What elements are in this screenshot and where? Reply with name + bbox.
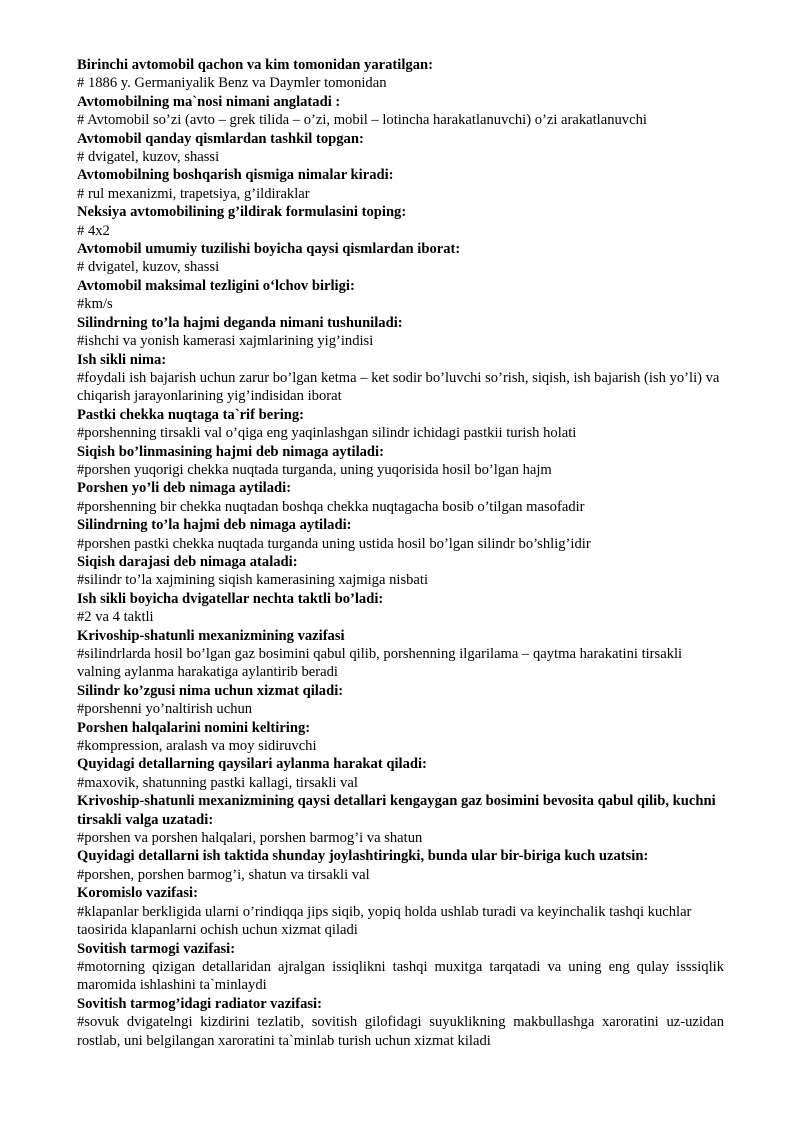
question-11: Siqish bo’linmasining hajmi deb nimaga aytiladi: [77, 443, 384, 460]
answer-6: # dvigatel, kuzov, shassi [77, 259, 220, 276]
question-20: Krivoship-shatunli mexanizmining qaysi detallari kengaygan gaz bosimini bevosita qabul qilib, kuchni tirsakli valga uzatadi: [77, 793, 716, 828]
question-24: Sovitish tarmog’idagi radiator vazifasi: [77, 995, 322, 1012]
question-23: Sovitish tarmogi vazifasi: [77, 940, 236, 957]
question-14: Siqish darajasi deb nimaga ataladi: [77, 553, 298, 570]
answer-4: # rul mexanizmi, trapetsiya, g’ildiraklar [77, 185, 310, 202]
question-8: Silindrning to’la hajmi deganda nimani tushuniladi: [77, 314, 403, 331]
answer-16: #silindrlarda hosil bo’lgan gaz bosimini qabul qilib, porshenning ilgarilama – qaytma harakatini tirsakli valning aylanma harakatiga aylantirib beradi [77, 646, 683, 681]
question-10: Pastki chekka nuqtaga ta`rif bering: [77, 406, 305, 423]
answer-1: # 1886 y. Germaniyalik Benz va Daymler tomonidan [77, 75, 387, 92]
answer-14: #silindr to’la xajmining siqish kamerasining xajmiga nisbati [77, 572, 429, 589]
question-9: Ish sikli nima: [77, 351, 167, 368]
answer-17: #porshenni yo’naltirish uchun [77, 701, 253, 718]
answer-9: #foydali ish bajarish uchun zarur bo’lgan ketma – ket sodir bo’luvchi so’rish, siqish, ish bajarish (ish yo’li) va chiqarish jarayonlarining yig’indisidan iborat [77, 369, 720, 405]
question-6: Avtomobil umumiy tuzilishi boyicha qaysi qismlardan iborat: [77, 241, 461, 258]
answer-18: #kompression, aralash va moy sidiruvchi [77, 738, 317, 755]
answer-21: #porshen, porshen barmog’i, shatun va tirsakli val [77, 866, 370, 883]
answer-19: #maxovik, shatunning pastki kallagi, tirsakli val [77, 774, 358, 791]
answer-12: #porshenning bir chekka nuqtadan boshqa chekka nuqtagacha bosib o’tilgan masofadir [77, 498, 585, 515]
question-1: Birinchi avtomobil qachon va kim tomonidan yaratilgan: [77, 57, 433, 73]
answer-3: # dvigatel, kuzov, shassi [77, 149, 220, 166]
answer-7: #km/s [77, 296, 113, 313]
question-13: Silindrning to’la hajmi deb nimaga aytiladi: [77, 517, 352, 534]
question-7: Avtomobil maksimal tezligini o‘lchov birligi: [77, 277, 355, 294]
question-21: Quyidagi detallarni ish taktida shunday joylashtiringki, bunda ular bir-biriga kuch uzatsin: [77, 848, 649, 865]
answer-15: #2 va 4 taktli [77, 609, 154, 626]
question-4: Avtomobilning boshqarish qismiga nimalar kiradi: [77, 167, 394, 184]
answer-13: #porshen pastki chekka nuqtada turganda uning ustida hosil bo’lgan silindr bo’shlig’idir [77, 535, 591, 552]
answer-11: #porshen yuqorigi chekka nuqtada turganda, uning yuqorisida hosil bo’lgan hajm [77, 461, 552, 478]
question-16: Krivoship-shatunli mexanizmining vazifasi [77, 627, 345, 644]
document-page [77, 56, 724, 1050]
question-18: Porshen halqalarini nomini keltiring: [77, 719, 311, 736]
question-17: Silindr ko’zgusi nima uchun xizmat qiladi: [77, 682, 344, 699]
answer-24: #sovuk dvigatelngi kizdirini tezlatib, sovitish gilofidagi suyuklikning makbullashga xaroratini uz-uzidan rostlab, uni belgilangan xaroratini ta`minlab turish uchun xizmat kiladi [77, 1014, 724, 1049]
question-12: Porshen yo’li deb nimaga aytiladi: [77, 480, 292, 497]
question-19: Quyidagi detallarning qaysilari aylanma harakat qiladi: [77, 756, 427, 773]
answer-8: #ishchi va yonish kamerasi xajmlarining yig’indisi [77, 333, 374, 350]
question-15: Ish sikli boyicha dvigatellar nechta taktli bo’ladi: [77, 590, 384, 607]
answer-5: # 4x2 [77, 222, 110, 239]
answer-20: #porshen va porshen halqalari, porshen barmog’i va shatun [77, 830, 423, 847]
answer-22: #klapanlar berkligida ularni o’rindiqqa jips siqib, yopiq holda ushlab turadi va keyinchalik tashqi kuchlar taosirida klapanlarni ochish uchun xizmat qiladi [77, 903, 692, 939]
answer-2: # Avtomobil so’zi (avto – grek tilida – o’zi, mobil – lotincha harakatlanuvchi) o’zi arakatlanuvchi [77, 112, 647, 129]
answer-10: #porshenning tirsakli val o’qiga eng yaqinlashgan silindr ichidagi pastkii turish holati [77, 425, 577, 442]
question-5: Neksiya avtomobilining g’ildirak formulasini toping: [77, 204, 407, 221]
question-3: Avtomobil qanday qismlardan tashkil topgan: [77, 130, 364, 147]
question-2: Avtomobilning ma`nosi nimani anglatadi : [77, 93, 341, 110]
question-22: Koromislo vazifasi: [77, 885, 198, 902]
answer-23: #motorning qizigan detallaridan ajralgan issiqlikni tashqi muxitga tarqatadi va uning eng qulay isssiqlik maromida ishlashini ta`minlaydi [77, 958, 724, 994]
